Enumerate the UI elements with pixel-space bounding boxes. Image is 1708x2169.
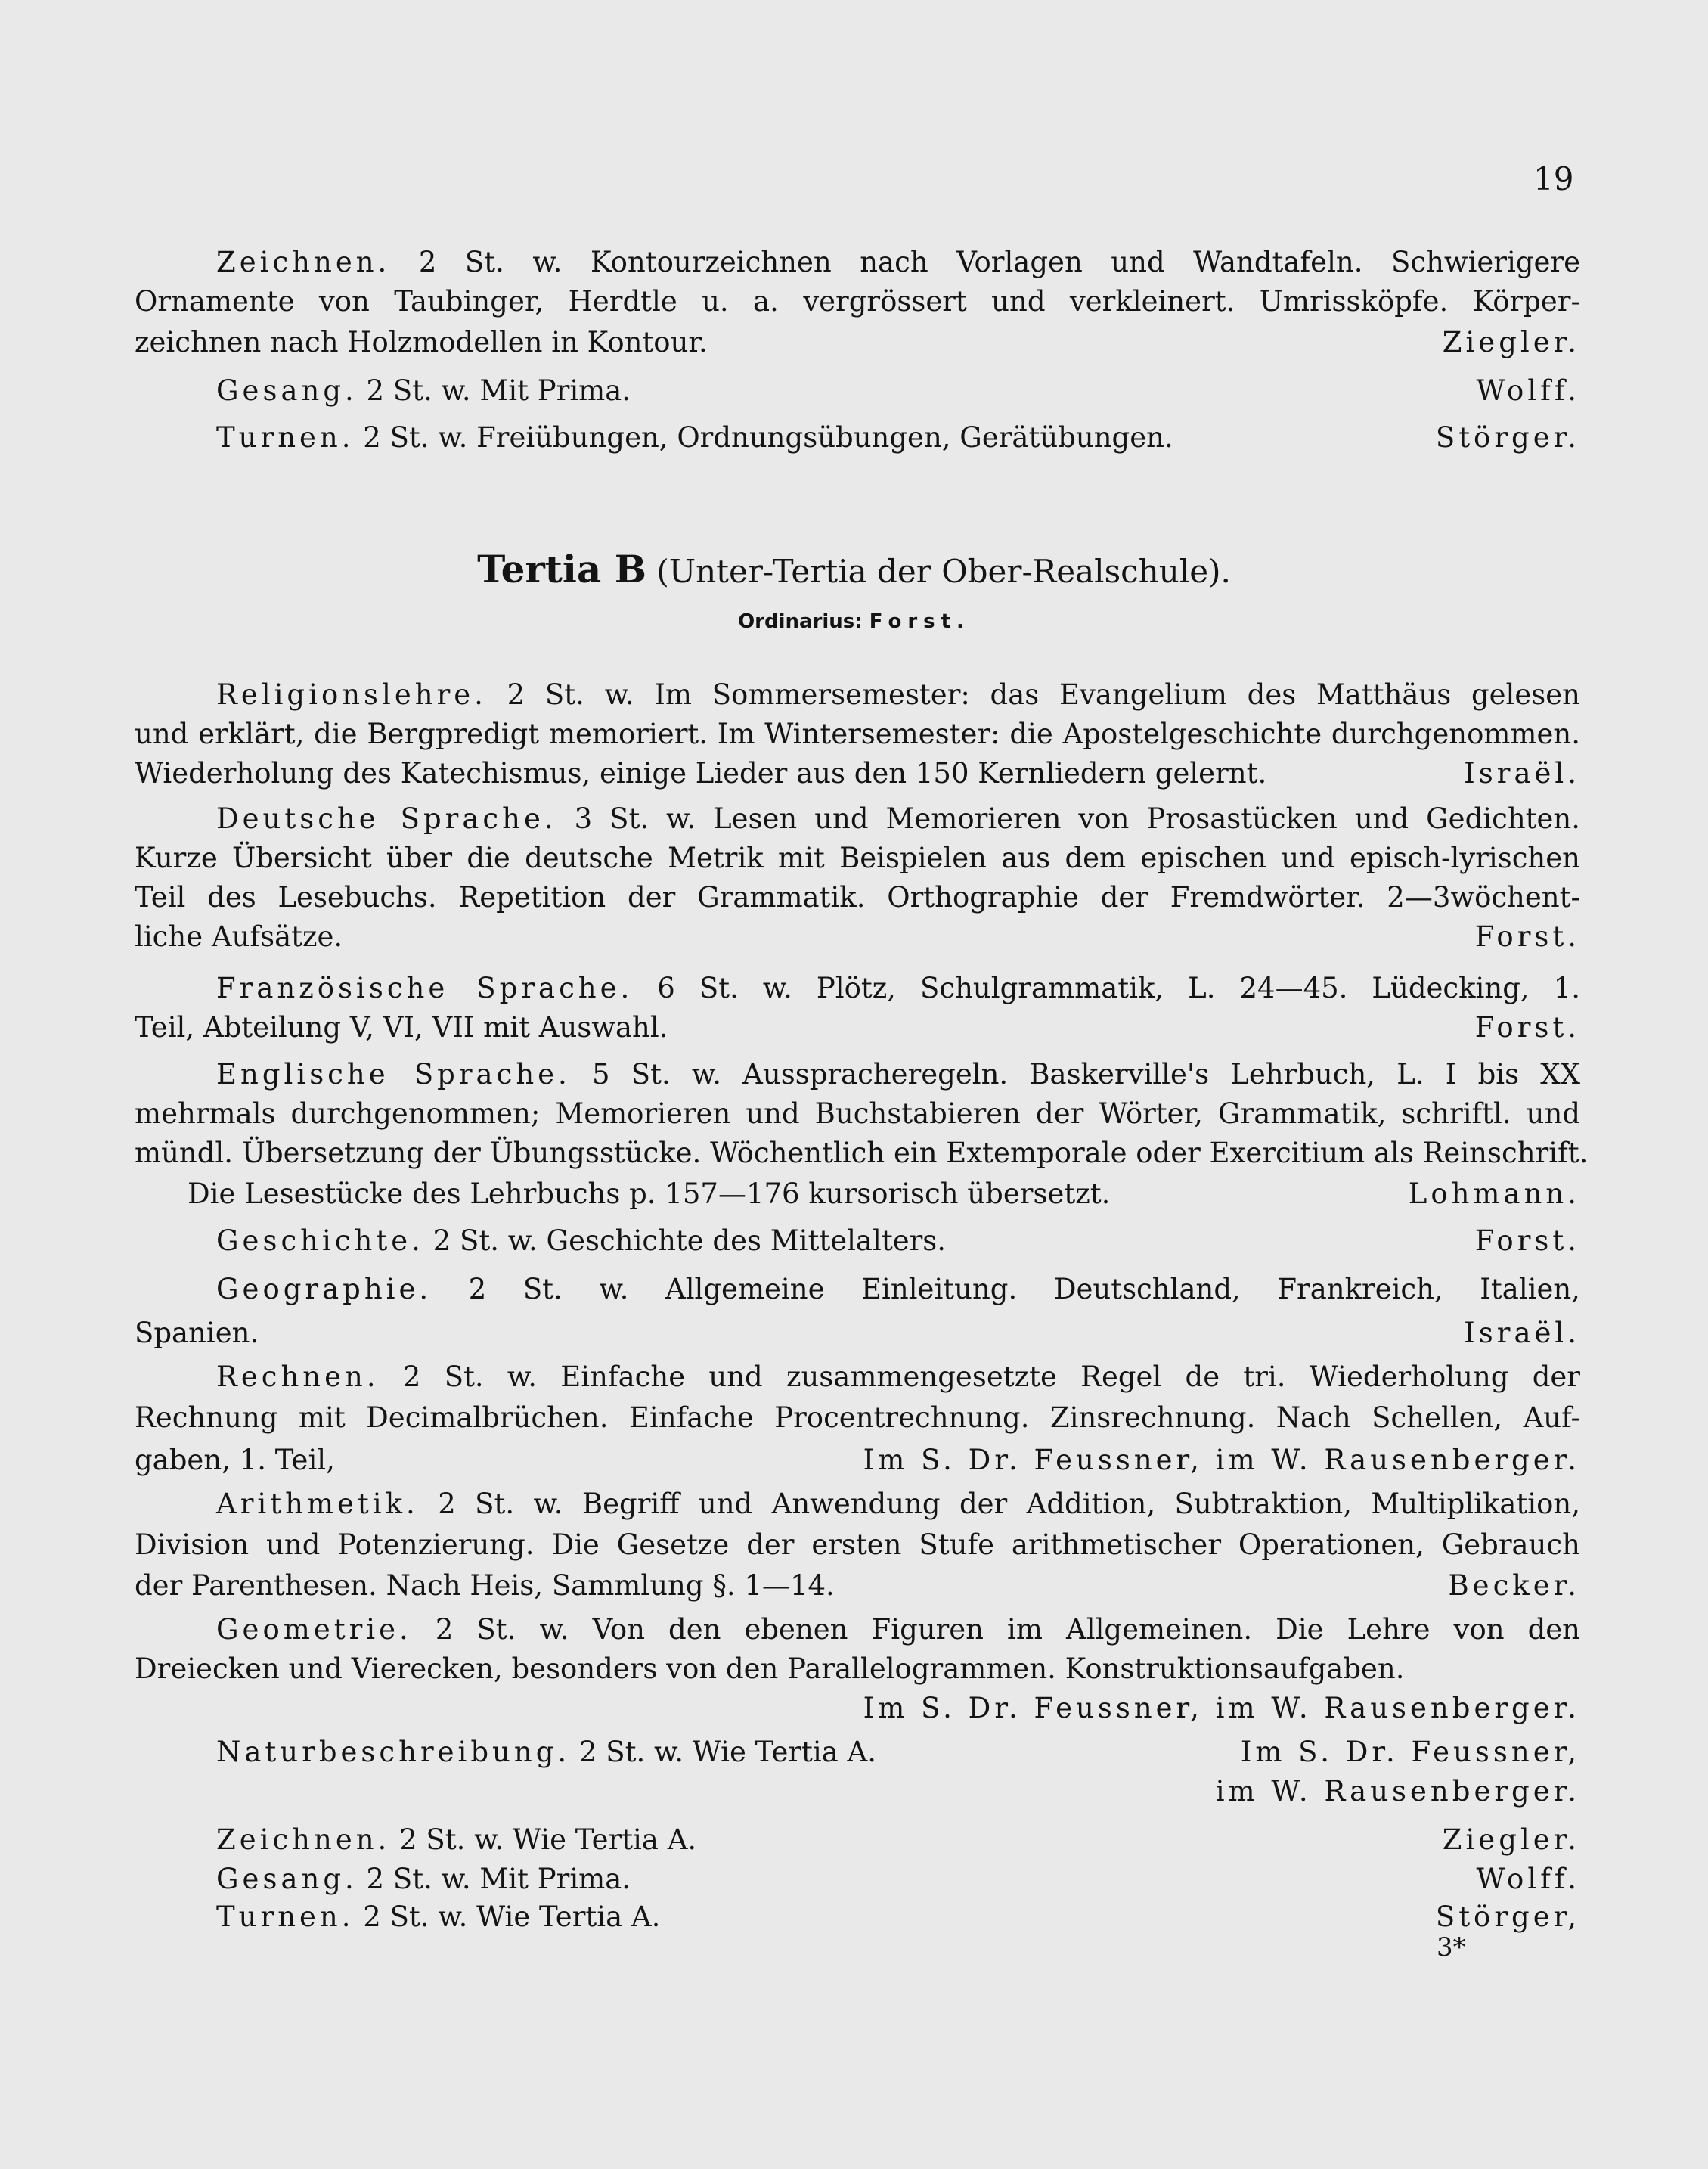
teacher-name: Israël. [1464,757,1580,790]
line-text: und erklärt, die Bergpredigt memoriert. Im Wintersemester: die Apostelgeschichte durchgenommen. [135,718,1580,750]
teacher-name: im W. Rausenberger. [1215,1775,1580,1808]
teacher-name: Forst. [1474,920,1580,953]
text-line-35 [135,1898,1580,1938]
line-text: 2 St. w. Freiübungen, Ordnungsübungen, Gerätübungen. [363,421,1173,454]
teacher-name: Störger. [1435,421,1580,454]
text-line-16 [135,1095,1580,1134]
line-text: 2 St. w. Mit Prima. [366,1863,631,1895]
text-line-22 [135,1358,1580,1398]
teacher-name: Forst. [1474,1224,1580,1257]
subject-term: Französische Sprache. [216,972,634,1004]
line-text: Rechnung mit Decimalbrüchen. Einfache Procentrechnung. Zinsrechnung. Nach Schellen, Auf- [135,1401,1580,1434]
line-text: 3 St. w. Lesen und Memorieren von Prosastücken und Gedichten. [574,802,1581,835]
teacher-name: Forst. [1474,1011,1580,1044]
teacher-name: Wolff. [1476,374,1580,407]
subject-term: Turnen. [216,1901,355,1933]
teacher-name: Im S. Dr. Feussner, im W. Rausenberger. [863,1444,1580,1476]
text-line-30 [135,1690,1580,1729]
line-text: Teil, Abteilung V, VI, VII mit Auswahl. [135,1011,668,1044]
text-line-7 [135,715,1580,755]
line-text: 2 St. w. Von den ebenen Figuren im Allgemeinen. Die Lehre von den [435,1613,1581,1646]
subject-term: Religionslehre. [216,678,487,711]
text-line-32 [135,1773,1580,1812]
ordinarius-name: Forst. [869,610,970,633]
text-line-4 [135,372,1580,411]
line-text: der Parenthesen. Nach Heis, Sammlung §. 1—14. [135,1569,835,1602]
line-text: Wiederholung des Katechismus, einige Lieder aus den 150 Kernliedern gelernt. [135,757,1267,790]
subject-term: Geometrie. [216,1613,412,1646]
text-line-6 [135,676,1580,715]
subject-term: Zeichnen. [216,246,391,278]
teacher-name: Becker. [1448,1569,1580,1602]
text-line-17 [135,1134,1589,1174]
text-line-23 [135,1399,1580,1438]
teacher-name: Ziegler. [1442,1823,1580,1856]
subject-term: Gesang. [216,374,358,407]
line-text: Spanien. [135,1317,259,1349]
line-text: Teil des Lesebuchs. Repetition der Grammatik. Orthographie der Fremdwörter. 2—3wöchent- [135,881,1580,914]
line-text: 2 St. w. Allgemeine Einleitung. Deutschland, Frankreich, Italien, [468,1273,1580,1305]
text-line-10 [135,839,1580,879]
page-number: 19 [1533,160,1574,197]
text-line-19 [135,1222,1580,1261]
ordinarius-label: Ordinarius: [738,610,863,633]
teacher-name: Wolff. [1476,1863,1580,1895]
text-line-26 [135,1526,1580,1565]
line-text: Kurze Übersicht über die deutsche Metrik mit Beispielen aus dem epischen und episch-lyrischen [135,842,1580,874]
teacher-name: Ziegler. [1442,326,1580,358]
text-line-15 [135,1056,1580,1095]
text-line-5 [135,419,1580,458]
subject-term: Naturbeschreibung. [216,1736,571,1768]
subject-term: Geographie. [216,1273,432,1305]
class-subtitle: (Unter-Tertia der Ober-Realschule). [656,553,1231,590]
text-line-29 [135,1650,1580,1690]
teacher-name: Im S. Dr. Feussner, im W. Rausenberger. [863,1692,1580,1724]
line-text: 2 St. w. Wie Tertia A. [363,1901,661,1933]
subject-term: Zeichnen. [216,1823,391,1856]
line-text: 2 St. w. Im Sommersemester: das Evangelium des Matthäus gelesen [507,678,1581,711]
subject-term: Deutsche Sprache. [216,802,557,835]
text-line-12 [135,918,1580,957]
text-line-24 [135,1441,1580,1481]
text-line-25 [135,1485,1580,1525]
text-line-2 [135,283,1580,322]
subject-term: Arithmetik. [216,1488,419,1520]
section-heading [0,548,1708,593]
line-text: 5 St. w. Ausspracheregeln. Baskerville's Lehrbuch, L. I bis XX [592,1058,1580,1091]
subject-term: Turnen. [216,421,355,454]
teacher-name: Im S. Dr. Feussner, [1240,1736,1580,1768]
subject-term: Rechnen. [216,1361,380,1393]
teacher-name: Störger, [1435,1901,1580,1933]
text-line-11 [135,879,1580,918]
subject-term: Gesang. [216,1863,358,1895]
teacher-name: Lohmann. [1408,1178,1580,1210]
line-text: 2 St. w. Begriff und Anwendung der Addition, Subtraktion, Multiplikation, [438,1488,1581,1520]
line-text: Ornamente von Taubinger, Herdtle u. a. vergrössert und verkleinert. Umrissköpfe. Körper- [135,285,1580,318]
line-text: Dreiecken und Vierecken, besonders von den Parallelogrammen. Konstruktionsaufgaben. [135,1652,1405,1685]
line-text: 6 St. w. Plötz, Schulgrammatik, L. 24—45. Lüdecking, 1. [657,972,1580,1004]
line-text: Die Lesestücke des Lehrbuchs p. 157—176 kursorisch übersetzt. [188,1178,1111,1210]
line-text: mündl. Übersetzung der Übungsstücke. Wöchentlich ein Extemporale oder Exercitium als Reinschrift. [135,1137,1589,1169]
line-text: 2 St. w. Kontourzeichnen nach Vorlagen und Wandtafeln. Schwierigere [418,246,1580,278]
class-title: Tertia B [477,547,646,591]
subject-term: Geschichte. [216,1224,424,1257]
subject-term: Englische Sprache. [216,1058,571,1091]
line-text: zeichnen nach Holzmodellen in Kontour. [135,326,708,358]
text-line-27 [135,1567,1580,1606]
line-text: 2 St. w. Geschichte des Mittelalters. [432,1224,947,1257]
line-text: mehrmals durchgenommen; Memorieren und Buchstabieren der Wörter, Grammatik, schriftl. und [135,1097,1580,1130]
text-line-8 [135,755,1580,794]
text-line-1 [135,244,1580,283]
ordinarius-line [0,609,1708,635]
line-text: 2 St. w. Mit Prima. [366,374,631,407]
text-line-31 [135,1733,1580,1773]
line-text: 2 St. w. Wie Tertia A. [578,1736,877,1768]
text-line-18 [135,1175,1580,1215]
text-line-14 [135,1009,1580,1048]
text-line-33 [135,1821,1580,1860]
text-line-20 [135,1271,1580,1310]
teacher-name: Israël. [1464,1317,1580,1349]
line-text: 2 St. w. Wie Tertia A. [399,1823,697,1856]
text-line-13 [135,970,1580,1009]
signature-mark: 3* [1437,1932,1466,1963]
text-line-34 [135,1860,1580,1900]
line-text: liche Aufsätze. [135,920,343,953]
text-line-9 [135,800,1580,839]
line-text: 2 St. w. Einfache und zusammengesetzte Regel de tri. Wiederholung der [402,1361,1580,1393]
text-line-28 [135,1611,1580,1650]
line-text: gaben, 1. Teil, [135,1444,335,1476]
text-line-3 [135,324,1580,363]
text-line-21 [135,1314,1580,1354]
line-text: Division und Potenzierung. Die Gesetze der ersten Stufe arithmetischer Operationen, Gebrauch [135,1528,1580,1561]
